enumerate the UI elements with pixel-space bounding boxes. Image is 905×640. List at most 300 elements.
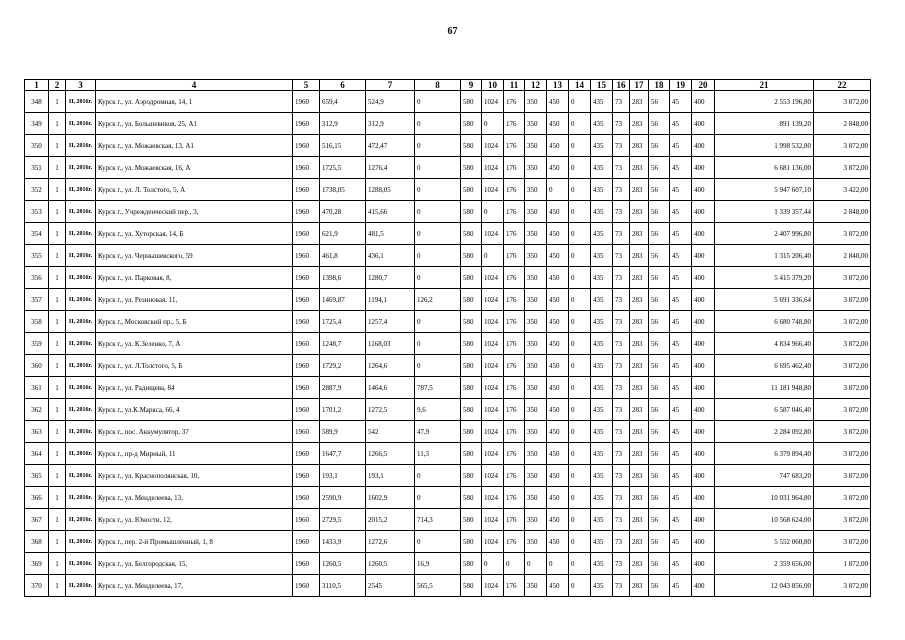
table-row bbox=[25, 399, 871, 421]
table-cell: Курск г., ул. Чернышевского, 59 bbox=[96, 245, 293, 267]
table-cell: 435 bbox=[591, 245, 613, 267]
table-cell: 45 bbox=[670, 311, 692, 333]
table-cell: 1398,6 bbox=[320, 267, 366, 289]
table-cell: 45 bbox=[670, 91, 692, 113]
table-cell: 1960 bbox=[293, 201, 320, 223]
table-cell: 1 bbox=[49, 465, 66, 487]
table-cell: 1 bbox=[49, 487, 66, 509]
table-cell: 73 bbox=[613, 355, 630, 377]
table-cell: 747 683,20 bbox=[715, 465, 814, 487]
table-cell: 176 bbox=[504, 201, 525, 223]
table-cell: 6 681 136,00 bbox=[715, 157, 814, 179]
table-cell: 362 bbox=[25, 399, 49, 421]
table-cell: 283 bbox=[630, 113, 649, 135]
table-cell: 176 bbox=[504, 91, 525, 113]
table-cell: 56 bbox=[649, 113, 670, 135]
table-cell: 283 bbox=[630, 135, 649, 157]
table-cell: 0 bbox=[547, 179, 569, 201]
table-cell: II, 2016г. bbox=[66, 377, 96, 399]
table-cell: 176 bbox=[504, 289, 525, 311]
table-cell: 283 bbox=[630, 157, 649, 179]
table-cell: 0 bbox=[569, 443, 591, 465]
table-cell: 1960 bbox=[293, 575, 320, 597]
table-cell: 363 bbox=[25, 421, 49, 443]
column-header: 16 bbox=[613, 80, 630, 91]
table-cell: 350 bbox=[525, 509, 547, 531]
table-row bbox=[25, 113, 871, 135]
table-cell: Курск г., ул. Аэродромная, 14, 1 bbox=[96, 91, 293, 113]
table-cell: II, 2016г. bbox=[66, 245, 96, 267]
table-cell: 1276,4 bbox=[366, 157, 415, 179]
table-cell: 45 bbox=[670, 135, 692, 157]
table-cell: 350 bbox=[525, 443, 547, 465]
table-cell: 1168,03 bbox=[366, 333, 415, 355]
table-cell: 56 bbox=[649, 289, 670, 311]
table-cell: 1725,4 bbox=[320, 311, 366, 333]
table-cell: 350 bbox=[525, 421, 547, 443]
table-cell: 435 bbox=[591, 333, 613, 355]
table-cell: Курск г., ул. Большевиков, 25, А1 bbox=[96, 113, 293, 135]
table-cell: II, 2016г. bbox=[66, 355, 96, 377]
table-cell: 350 bbox=[525, 113, 547, 135]
table-cell: Курск г., Учрежденческий пер., 3, bbox=[96, 201, 293, 223]
table-cell: 580 bbox=[461, 91, 482, 113]
table-row bbox=[25, 377, 871, 399]
table-cell: 1 998 532,80 bbox=[715, 135, 814, 157]
table-cell: Курск г., ул. Хуторская, 14, Б bbox=[96, 223, 293, 245]
table-cell: 1024 bbox=[482, 333, 504, 355]
table-row bbox=[25, 421, 871, 443]
table-cell: 56 bbox=[649, 223, 670, 245]
table-cell: 73 bbox=[613, 157, 630, 179]
table-cell: 450 bbox=[547, 355, 569, 377]
table-cell: 1024 bbox=[482, 487, 504, 509]
table-cell: 56 bbox=[649, 443, 670, 465]
table-cell: 1960 bbox=[293, 157, 320, 179]
table-cell: 1024 bbox=[482, 399, 504, 421]
table-cell: 1960 bbox=[293, 333, 320, 355]
table-cell: 400 bbox=[692, 223, 715, 245]
table-cell: 1701,2 bbox=[320, 399, 366, 421]
table-cell: 0 bbox=[569, 509, 591, 531]
table-cell: 400 bbox=[692, 443, 715, 465]
table-cell: 283 bbox=[630, 267, 649, 289]
table-cell: 400 bbox=[692, 201, 715, 223]
table-cell: II, 2016г. bbox=[66, 311, 96, 333]
table-cell: 1194,1 bbox=[366, 289, 415, 311]
table-cell: 56 bbox=[649, 487, 670, 509]
table-cell: 350 bbox=[525, 355, 547, 377]
table-cell: 659,4 bbox=[320, 91, 366, 113]
table-row bbox=[25, 311, 871, 333]
table-cell: 1024 bbox=[482, 355, 504, 377]
table-cell: Курск г., ул. Юности, 12, bbox=[96, 509, 293, 531]
column-header: 12 bbox=[525, 80, 547, 91]
table-cell: Курск г., ул. Можаевская, 16, А bbox=[96, 157, 293, 179]
table-cell: 176 bbox=[504, 487, 525, 509]
table-cell: 1 bbox=[49, 421, 66, 443]
table-cell: 3 872,00 bbox=[814, 399, 871, 421]
table-cell: 364 bbox=[25, 443, 49, 465]
table-cell: 367 bbox=[25, 509, 49, 531]
table-cell: 1738,05 bbox=[320, 179, 366, 201]
table-cell: 0 bbox=[569, 487, 591, 509]
table-cell: 56 bbox=[649, 377, 670, 399]
table-cell: 176 bbox=[504, 509, 525, 531]
table-cell: 45 bbox=[670, 245, 692, 267]
table-cell: 435 bbox=[591, 487, 613, 509]
table-cell: 73 bbox=[613, 333, 630, 355]
table-cell: 353 bbox=[25, 201, 49, 223]
table-cell: Курск г., ул. Парковая, 8, bbox=[96, 267, 293, 289]
table-cell: 1960 bbox=[293, 465, 320, 487]
column-header: 18 bbox=[649, 80, 670, 91]
table-cell: 400 bbox=[692, 113, 715, 135]
table-cell: 2015,2 bbox=[366, 509, 415, 531]
table-cell: 481,5 bbox=[366, 223, 415, 245]
table-cell: 350 bbox=[525, 311, 547, 333]
table-cell: 355 bbox=[25, 245, 49, 267]
table-cell: 126,2 bbox=[415, 289, 461, 311]
table-cell: 283 bbox=[630, 509, 649, 531]
table-cell: 0 bbox=[525, 553, 547, 575]
table-cell: 450 bbox=[547, 487, 569, 509]
table-cell: 350 bbox=[525, 465, 547, 487]
table-cell: 1280,7 bbox=[366, 267, 415, 289]
table-cell: 450 bbox=[547, 421, 569, 443]
table-cell: 73 bbox=[613, 179, 630, 201]
table-cell: 2 848,00 bbox=[814, 201, 871, 223]
table-cell: 400 bbox=[692, 157, 715, 179]
table-cell: 45 bbox=[670, 157, 692, 179]
table-cell: 358 bbox=[25, 311, 49, 333]
table-cell: 176 bbox=[504, 421, 525, 443]
table-cell: 2 359 656,00 bbox=[715, 553, 814, 575]
table-cell: II, 2016г. bbox=[66, 399, 96, 421]
table-cell: 450 bbox=[547, 509, 569, 531]
table-cell: Курск г., ул.К.Маркса, 66, 4 bbox=[96, 399, 293, 421]
table-cell: 176 bbox=[504, 245, 525, 267]
table-cell: 350 bbox=[525, 267, 547, 289]
table-cell: 1024 bbox=[482, 91, 504, 113]
table-cell: 1960 bbox=[293, 421, 320, 443]
table-cell: 350 bbox=[525, 245, 547, 267]
table-cell: 45 bbox=[670, 465, 692, 487]
table-cell: 354 bbox=[25, 223, 49, 245]
table-cell: 400 bbox=[692, 289, 715, 311]
header-row bbox=[25, 80, 871, 91]
table-cell: 400 bbox=[692, 179, 715, 201]
table-cell: 283 bbox=[630, 399, 649, 421]
table-cell: 450 bbox=[547, 465, 569, 487]
table-cell: 400 bbox=[692, 91, 715, 113]
table-cell: 400 bbox=[692, 399, 715, 421]
table-cell: II, 2016г. bbox=[66, 333, 96, 355]
table-cell: 0 bbox=[569, 289, 591, 311]
table-cell: 350 bbox=[525, 399, 547, 421]
table-cell: 1024 bbox=[482, 377, 504, 399]
table-cell: 1960 bbox=[293, 289, 320, 311]
table-cell: II, 2016г. bbox=[66, 421, 96, 443]
table-cell: 73 bbox=[613, 399, 630, 421]
table-cell: 45 bbox=[670, 355, 692, 377]
table-cell: 45 bbox=[670, 421, 692, 443]
table-cell: 542 bbox=[366, 421, 415, 443]
table-cell: 435 bbox=[591, 355, 613, 377]
table-cell: 0 bbox=[482, 201, 504, 223]
table-cell: 3 872,00 bbox=[814, 223, 871, 245]
table-cell: II, 2016г. bbox=[66, 113, 96, 135]
table-cell: 435 bbox=[591, 531, 613, 553]
table-cell: 0 bbox=[482, 553, 504, 575]
table-cell: 73 bbox=[613, 421, 630, 443]
table-cell: Курск г., пос. Аккумулятор, 37 bbox=[96, 421, 293, 443]
table-cell: 1 bbox=[49, 201, 66, 223]
table-cell: 891 139,20 bbox=[715, 113, 814, 135]
table-cell: 1433,9 bbox=[320, 531, 366, 553]
table-cell: 0 bbox=[569, 333, 591, 355]
table-cell: 73 bbox=[613, 443, 630, 465]
table-cell: 283 bbox=[630, 421, 649, 443]
table-cell: 56 bbox=[649, 421, 670, 443]
table-cell: 350 bbox=[525, 575, 547, 597]
table-cell: 400 bbox=[692, 377, 715, 399]
table-cell: 1288,05 bbox=[366, 179, 415, 201]
table-cell: 435 bbox=[591, 377, 613, 399]
table-cell: 176 bbox=[504, 575, 525, 597]
table-cell: 361 bbox=[25, 377, 49, 399]
table-cell: Курск г., ул. Л. Толстого, 5, А bbox=[96, 179, 293, 201]
table-cell: 0 bbox=[415, 91, 461, 113]
table-cell: 176 bbox=[504, 157, 525, 179]
table-cell: 283 bbox=[630, 553, 649, 575]
table-cell: 56 bbox=[649, 179, 670, 201]
table-cell: 435 bbox=[591, 465, 613, 487]
table-cell: 1960 bbox=[293, 553, 320, 575]
table-cell: 1248,7 bbox=[320, 333, 366, 355]
table-cell: 2 407 996,80 bbox=[715, 223, 814, 245]
table-cell: 450 bbox=[547, 399, 569, 421]
table-cell: 714,3 bbox=[415, 509, 461, 531]
column-header: 9 bbox=[461, 80, 482, 91]
table-cell: 73 bbox=[613, 377, 630, 399]
table-cell: 1 872,00 bbox=[814, 553, 871, 575]
table-cell: 0 bbox=[569, 531, 591, 553]
table-cell: 45 bbox=[670, 399, 692, 421]
table-cell: 56 bbox=[649, 531, 670, 553]
table-cell: 0 bbox=[569, 179, 591, 201]
table-cell: 524,9 bbox=[366, 91, 415, 113]
table-cell: II, 2016г. bbox=[66, 487, 96, 509]
table-cell: 45 bbox=[670, 179, 692, 201]
table-cell: 1 bbox=[49, 355, 66, 377]
table-cell: 1024 bbox=[482, 223, 504, 245]
table-row bbox=[25, 91, 871, 113]
table-cell: 1960 bbox=[293, 311, 320, 333]
table-cell: 3 872,00 bbox=[814, 377, 871, 399]
table-cell: 283 bbox=[630, 201, 649, 223]
table-cell: 359 bbox=[25, 333, 49, 355]
table-cell: 0 bbox=[415, 157, 461, 179]
table-cell: 3 872,00 bbox=[814, 575, 871, 597]
table-cell: 1 bbox=[49, 179, 66, 201]
table-cell: 400 bbox=[692, 267, 715, 289]
table-cell: 461,8 bbox=[320, 245, 366, 267]
table-cell: 435 bbox=[591, 399, 613, 421]
table-cell: 0 bbox=[482, 113, 504, 135]
table-cell: 56 bbox=[649, 157, 670, 179]
table-cell: Курск г., Московский пр., 5, Б bbox=[96, 311, 293, 333]
table-cell: 0 bbox=[569, 113, 591, 135]
table-cell: 2590,9 bbox=[320, 487, 366, 509]
table-cell: 5 947 607,10 bbox=[715, 179, 814, 201]
table-cell: 450 bbox=[547, 135, 569, 157]
column-header: 13 bbox=[547, 80, 569, 91]
table-cell: II, 2016г. bbox=[66, 157, 96, 179]
table-cell: Курск г., пр-д Мирный, 11 bbox=[96, 443, 293, 465]
table-cell: II, 2016г. bbox=[66, 575, 96, 597]
table-cell: 1 bbox=[49, 443, 66, 465]
table-cell: 3 422,00 bbox=[814, 179, 871, 201]
table-cell: 0 bbox=[415, 135, 461, 157]
table-cell: 176 bbox=[504, 311, 525, 333]
table-cell: 470,28 bbox=[320, 201, 366, 223]
table-cell: 400 bbox=[692, 487, 715, 509]
table-cell: 1960 bbox=[293, 267, 320, 289]
table-cell: 176 bbox=[504, 443, 525, 465]
table-cell: 1260,5 bbox=[320, 553, 366, 575]
table-cell: 45 bbox=[670, 575, 692, 597]
table-cell: 9,6 bbox=[415, 399, 461, 421]
table-cell: 3 872,00 bbox=[814, 135, 871, 157]
table-cell: 450 bbox=[547, 157, 569, 179]
table-cell: 73 bbox=[613, 245, 630, 267]
table-cell: 1024 bbox=[482, 509, 504, 531]
table-cell: 450 bbox=[547, 377, 569, 399]
table-cell: 3 872,00 bbox=[814, 267, 871, 289]
table-cell: 73 bbox=[613, 201, 630, 223]
table-cell: 580 bbox=[461, 201, 482, 223]
table-cell: 1960 bbox=[293, 509, 320, 531]
column-header: 1 bbox=[25, 80, 49, 91]
table-cell: 5 415 379,20 bbox=[715, 267, 814, 289]
table-cell: 73 bbox=[613, 113, 630, 135]
table-cell: 400 bbox=[692, 465, 715, 487]
table-row bbox=[25, 509, 871, 531]
table-cell: 435 bbox=[591, 91, 613, 113]
table-cell: 350 bbox=[525, 179, 547, 201]
table-cell: 580 bbox=[461, 531, 482, 553]
table-cell: 3 872,00 bbox=[814, 91, 871, 113]
table-cell: 1960 bbox=[293, 355, 320, 377]
table-cell: 6 587 046,40 bbox=[715, 399, 814, 421]
table-cell: 283 bbox=[630, 179, 649, 201]
table-cell: 5 691 336,64 bbox=[715, 289, 814, 311]
table-cell: II, 2016г. bbox=[66, 531, 96, 553]
table-cell: 3 872,00 bbox=[814, 465, 871, 487]
column-header: 5 bbox=[293, 80, 320, 91]
table-cell: 73 bbox=[613, 509, 630, 531]
table-row bbox=[25, 487, 871, 509]
table-cell: II, 2016г. bbox=[66, 465, 96, 487]
table-cell: 0 bbox=[415, 487, 461, 509]
data-table bbox=[24, 79, 871, 597]
table-cell: 176 bbox=[504, 113, 525, 135]
table-cell: 2545 bbox=[366, 575, 415, 597]
table-cell: 312,9 bbox=[366, 113, 415, 135]
column-header: 2 bbox=[49, 80, 66, 91]
table-cell: 0 bbox=[415, 245, 461, 267]
table-cell: 1257,4 bbox=[366, 311, 415, 333]
table-cell: 3 872,00 bbox=[814, 443, 871, 465]
table-cell: 348 bbox=[25, 91, 49, 113]
table-cell: II, 2016г. bbox=[66, 443, 96, 465]
table-cell: 589,9 bbox=[320, 421, 366, 443]
table-cell: 1 bbox=[49, 399, 66, 421]
table-cell: 3 872,00 bbox=[814, 531, 871, 553]
column-header: 15 bbox=[591, 80, 613, 91]
table-cell: 73 bbox=[613, 223, 630, 245]
column-header: 17 bbox=[630, 80, 649, 91]
table-cell: 1 bbox=[49, 553, 66, 575]
table-cell: 0 bbox=[504, 553, 525, 575]
table-cell: 1 bbox=[49, 91, 66, 113]
table-cell: 356 bbox=[25, 267, 49, 289]
table-cell: 56 bbox=[649, 399, 670, 421]
table-cell: II, 2016г. bbox=[66, 509, 96, 531]
table-cell: 0 bbox=[569, 553, 591, 575]
table-cell: 283 bbox=[630, 355, 649, 377]
table-cell: 1960 bbox=[293, 487, 320, 509]
table-cell: 435 bbox=[591, 267, 613, 289]
table-cell: 0 bbox=[415, 531, 461, 553]
table-cell: 1 bbox=[49, 245, 66, 267]
table-cell: 1 bbox=[49, 531, 66, 553]
table-cell: 45 bbox=[670, 201, 692, 223]
table-cell: 176 bbox=[504, 223, 525, 245]
table-cell: 370 bbox=[25, 575, 49, 597]
table-cell: 45 bbox=[670, 289, 692, 311]
table-cell: 350 bbox=[525, 487, 547, 509]
table-cell: 1960 bbox=[293, 113, 320, 135]
table-cell: 0 bbox=[569, 399, 591, 421]
table-cell: 365 bbox=[25, 465, 49, 487]
table-cell: 6 680 748,80 bbox=[715, 311, 814, 333]
column-header: 7 bbox=[366, 80, 415, 91]
column-header: 3 bbox=[66, 80, 96, 91]
table-cell: 450 bbox=[547, 575, 569, 597]
table-cell: 0 bbox=[569, 575, 591, 597]
table-cell: 0 bbox=[569, 267, 591, 289]
table-cell: 283 bbox=[630, 465, 649, 487]
table-cell: 472,47 bbox=[366, 135, 415, 157]
table-cell: 56 bbox=[649, 267, 670, 289]
table-cell: 283 bbox=[630, 531, 649, 553]
table-cell: 1272,6 bbox=[366, 531, 415, 553]
table-cell: 0 bbox=[569, 465, 591, 487]
table-cell: 400 bbox=[692, 333, 715, 355]
table-cell: 3110,5 bbox=[320, 575, 366, 597]
table-cell: 6 379 894,40 bbox=[715, 443, 814, 465]
table-cell: 1 bbox=[49, 575, 66, 597]
table-row bbox=[25, 201, 871, 223]
table-cell: 283 bbox=[630, 289, 649, 311]
table-cell: 0 bbox=[569, 421, 591, 443]
table-cell: 450 bbox=[547, 113, 569, 135]
table-cell: 1 bbox=[49, 223, 66, 245]
table-row bbox=[25, 575, 871, 597]
table-cell: 1960 bbox=[293, 223, 320, 245]
